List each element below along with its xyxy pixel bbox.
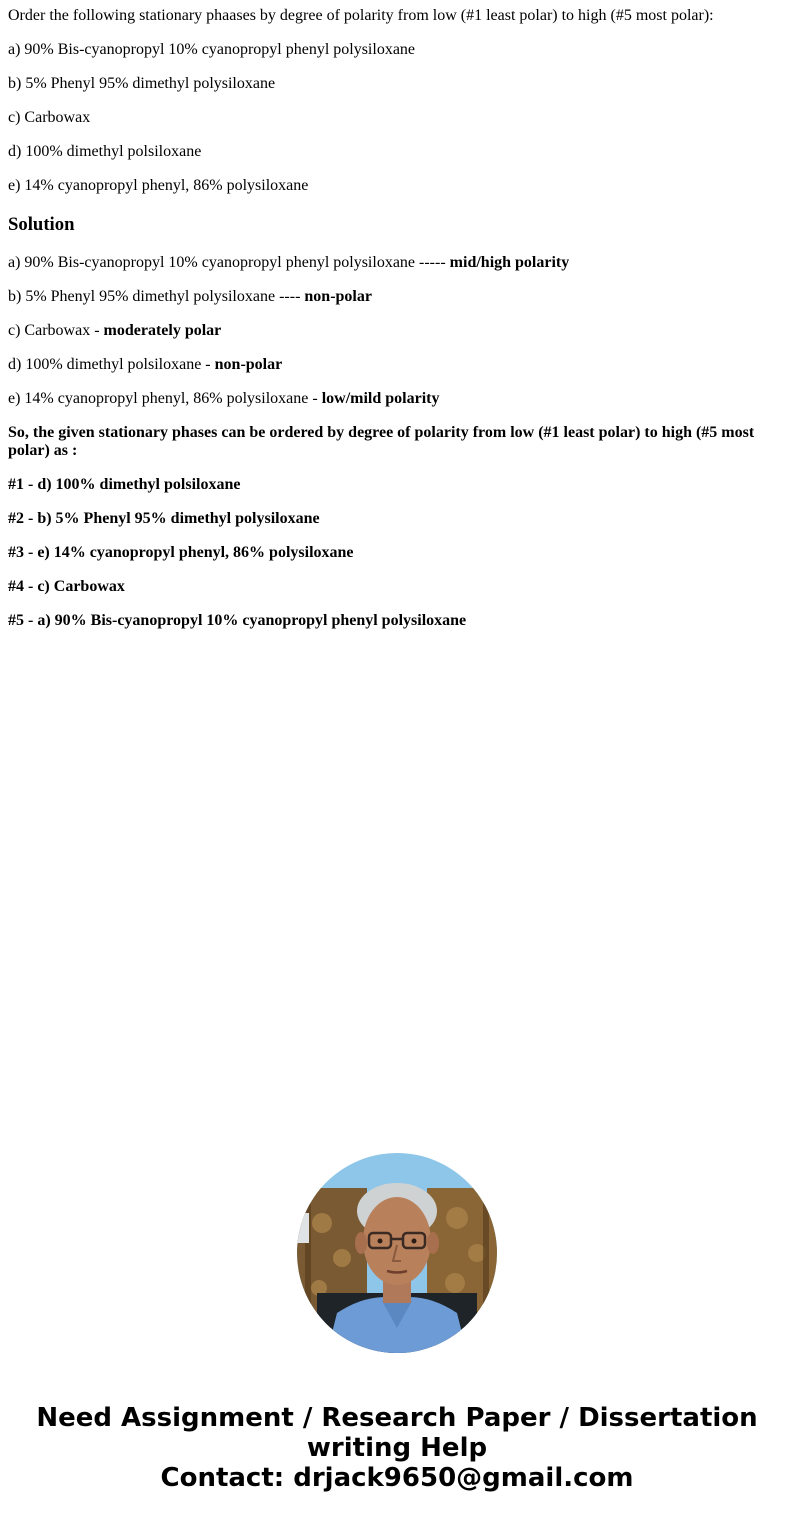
polarity-label: low/mild polarity (321, 390, 440, 407)
polarity-label: mid/high polarity (449, 254, 570, 271)
solution-item-d (8, 356, 786, 374)
promo-line-1: Need Assignment / Research Paper / Dissertation (36, 1403, 758, 1433)
ranking-4: #4 - c) Carbowax (8, 578, 125, 595)
solution-item-c (8, 322, 786, 340)
promo-block (0, 1403, 794, 1493)
question-prompt: Order the following stationary phaases by degree of polarity from low (#1 least polar) to high (#5 most polar): (8, 7, 714, 24)
solution-heading: Solution (8, 214, 75, 235)
ranking-3: #3 - e) 14% cyanopropyl phenyl, 86% polysiloxane (8, 544, 354, 561)
solution-item-text: b) 5% Phenyl 95% dimethyl polysiloxane ---- (8, 288, 305, 305)
polarity-label: non-polar (214, 356, 283, 373)
solution-item-b (8, 288, 786, 306)
ranking-2: #2 - b) 5% Phenyl 95% dimethyl polysiloxane (8, 510, 320, 527)
option-b: b) 5% Phenyl 95% dimethyl polysiloxane (8, 75, 276, 92)
solution-item-text: c) Carbowax - (8, 322, 104, 339)
polarity-label: non-polar (304, 288, 372, 305)
option-d: d) 100% dimethyl polsiloxane (8, 143, 202, 160)
promo-line-2: writing Help (306, 1433, 488, 1463)
portrait-image (297, 1153, 497, 1353)
solution-item-text: e) 14% cyanopropyl phenyl, 86% polysiloxane - (8, 390, 322, 407)
solution-summary: So, the given stationary phases can be ordered by degree of polarity from low (#1 least polar) to high (#5 most polar) as : (8, 424, 755, 459)
solution-item-a (8, 254, 786, 272)
ranking-5: #5 - a) 90% Bis-cyanopropyl 10% cyanopropyl phenyl polysiloxane (8, 612, 467, 629)
author-avatar (297, 1153, 497, 1353)
solution-item-text: a) 90% Bis-cyanopropyl 10% cyanopropyl phenyl polysiloxane ----- (8, 254, 450, 271)
solution-item-e (8, 390, 786, 408)
solution-item-text: d) 100% dimethyl polsiloxane - (8, 356, 215, 373)
option-a: a) 90% Bis-cyanopropyl 10% cyanopropyl phenyl polysiloxane (8, 41, 416, 58)
polarity-label: moderately polar (103, 322, 222, 339)
option-e: e) 14% cyanopropyl phenyl, 86% polysiloxane (8, 177, 309, 194)
ranking-1: #1 - d) 100% dimethyl polsiloxane (8, 476, 241, 493)
option-c: c) Carbowax (8, 109, 91, 126)
promo-contact[interactable]: Contact: drjack9650@gmail.com (160, 1463, 634, 1493)
